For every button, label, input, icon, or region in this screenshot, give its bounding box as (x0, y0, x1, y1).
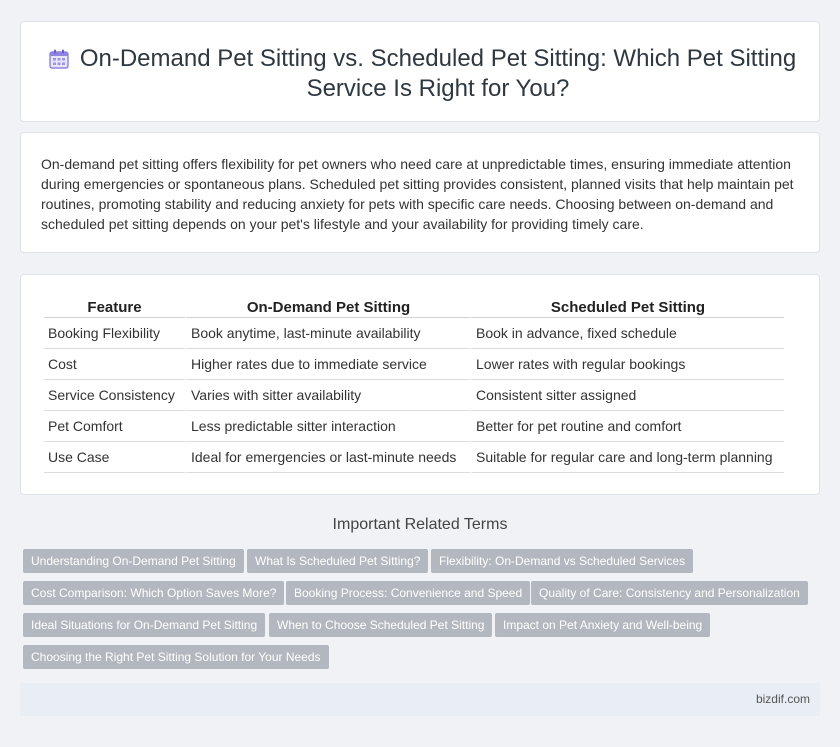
calendar-icon (48, 48, 70, 70)
term-tag[interactable]: Ideal Situations for On-Demand Pet Sitting (23, 613, 265, 637)
table-cell: Cost (44, 349, 185, 380)
table-row (44, 349, 784, 380)
header-card (20, 21, 820, 122)
term-tag[interactable]: Booking Process: Convenience and Speed (286, 581, 530, 605)
term-tag[interactable]: Quality of Care: Consistency and Personalization (531, 581, 808, 605)
term-tag[interactable]: Cost Comparison: Which Option Saves More? (23, 581, 284, 605)
term-tag[interactable]: What Is Scheduled Pet Sitting? (247, 549, 428, 573)
column-header: Scheduled Pet Sitting (470, 297, 784, 318)
term-tag[interactable]: Impact on Pet Anxiety and Well-being (495, 613, 710, 637)
table-cell: Book in advance, fixed schedule (470, 318, 784, 349)
table-header-row (44, 297, 784, 318)
comparison-table (44, 297, 784, 473)
comparison-card (20, 274, 820, 495)
table-cell: Varies with sitter availability (185, 380, 470, 411)
table-row (44, 380, 784, 411)
table-row (44, 442, 784, 473)
column-header: Feature (44, 297, 185, 318)
table-cell: Use Case (44, 442, 185, 473)
term-tag[interactable]: Choosing the Right Pet Sitting Solution for Your Needs (23, 645, 329, 669)
intro-text: On-demand pet sitting offers flexibility for pet owners who need care at unpredictable times, ensuring immediate attention during emergencies or spontaneous plans. Scheduled pet sitting provides consistent, planned visits that help maintain pet routines, promoting stability and reducing anxiety for pets with specific care needs. Choosing between on-demand and scheduled pet sitting depends on your pet's lifestyle and your availability for providing timely care. (41, 156, 794, 232)
table-cell: Service Consistency (44, 380, 185, 411)
term-tag[interactable]: Understanding On-Demand Pet Sitting (23, 549, 244, 573)
intro-card (20, 132, 820, 253)
table-cell: Pet Comfort (44, 411, 185, 442)
table-cell: Better for pet routine and comfort (470, 411, 784, 442)
term-tag[interactable]: Flexibility: On-Demand vs Scheduled Services (431, 549, 693, 573)
table-cell: Higher rates due to immediate service (185, 349, 470, 380)
page-title: On-Demand Pet Sitting vs. Scheduled Pet Sitting: Which Pet Sitting Service Is Right for You? (79, 45, 797, 102)
column-header: On-Demand Pet Sitting (185, 297, 470, 318)
related-terms-title: Important Related Terms (332, 516, 508, 533)
table-cell: Less predictable sitter interaction (185, 411, 470, 442)
footer (20, 683, 820, 716)
table-row (44, 318, 784, 349)
table-cell: Book anytime, last-minute availability (185, 318, 470, 349)
table-cell: Booking Flexibility (44, 318, 185, 349)
table-cell: Consistent sitter assigned (470, 380, 784, 411)
table-cell: Ideal for emergencies or last-minute needs (185, 442, 470, 473)
footer-brand[interactable]: bizdif.com (755, 692, 810, 706)
table-row (44, 411, 784, 442)
term-tag[interactable]: When to Choose Scheduled Pet Sitting (269, 613, 492, 637)
table-cell: Suitable for regular care and long-term planning (470, 442, 784, 473)
table-cell: Lower rates with regular bookings (470, 349, 784, 380)
